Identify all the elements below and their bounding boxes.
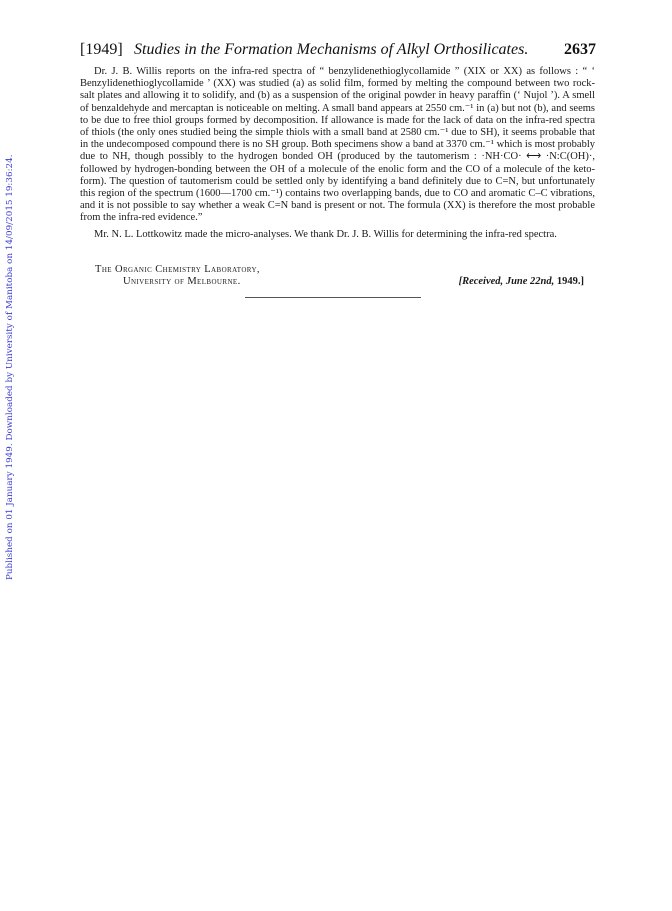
article-body xyxy=(80,66,595,241)
received-year: 1949.] xyxy=(556,276,584,287)
received-label: [Received, xyxy=(458,276,504,287)
download-watermark-text: Published on 01 January 1949. Downloaded by University of Manitoba on 14/09/2015 19:36:24. xyxy=(5,154,15,580)
affiliation-university: University of Melbourne. xyxy=(123,276,241,287)
affiliation-laboratory: The Organic Chemistry Laboratory, xyxy=(95,264,260,275)
download-watermark xyxy=(4,150,18,580)
received-day: June 22nd, xyxy=(505,276,555,287)
header-title: Studies in the Formation Mechanisms of Alkyl Orthosilicates. xyxy=(134,41,529,58)
end-rule xyxy=(245,297,421,298)
received-date xyxy=(459,276,584,287)
running-header xyxy=(80,41,596,63)
paragraph-infrared-report: Dr. J. B. Willis reports on the infra-red spectra of “ benzylidenethioglycollamide ” (XIX or XX) as follows : “ ‘ Benzylidenethioglycollamide ’ (XX) was studied (a) as solid film, formed by melting the compound between two rock-salt plates and allowing it to solidify, and (b) as a suspension of the original powder in heavy paraffin (‘ Nujol ’). A smell of benzaldehyde and mercaptan is noticeable on melting. A small band appears at 2550 cm.⁻¹ in (a) but not (b), and seems to be due to free thiol groups formed by decomposition. If allowance is made for the lack of data on the infra-red spectra of thiols (the only ones studied being the simple thiols with a small band at 2580 cm.⁻¹ due to SH), it seems probable that in the undecomposed compound there is no SH group. Both specimens show a band at 3370 cm.⁻¹ which is most probably due to NH, though possibly to the hydrogen bonded OH (produced by the tautomerism : ·NH·CO· ⟷ ·N:C(OH)·, followed by hydrogen-bonding between the OH of a molecule of the enolic form and the CO of a molecule of the keto-form). The question of tautomerism could be settled only by identifying a band definitely due to C=N, but unfortunately this region of the spectrum (1600—1700 cm.⁻¹) contains two overlapping bands, due to CO and aromatic C–C vibrations, and it is not possible to say whether a weak C=N band is present or not. The formula (XX) is therefore the most probable from the infra-red evidence.” xyxy=(80,66,595,224)
page-number: 2637 xyxy=(564,41,596,58)
paragraph-acknowledgement: Mr. N. L. Lottkowitz made the micro-analyses. We thank Dr. J. B. Willis for determining the infra-red spectra. xyxy=(94,228,557,240)
header-year: [1949] xyxy=(80,41,123,58)
